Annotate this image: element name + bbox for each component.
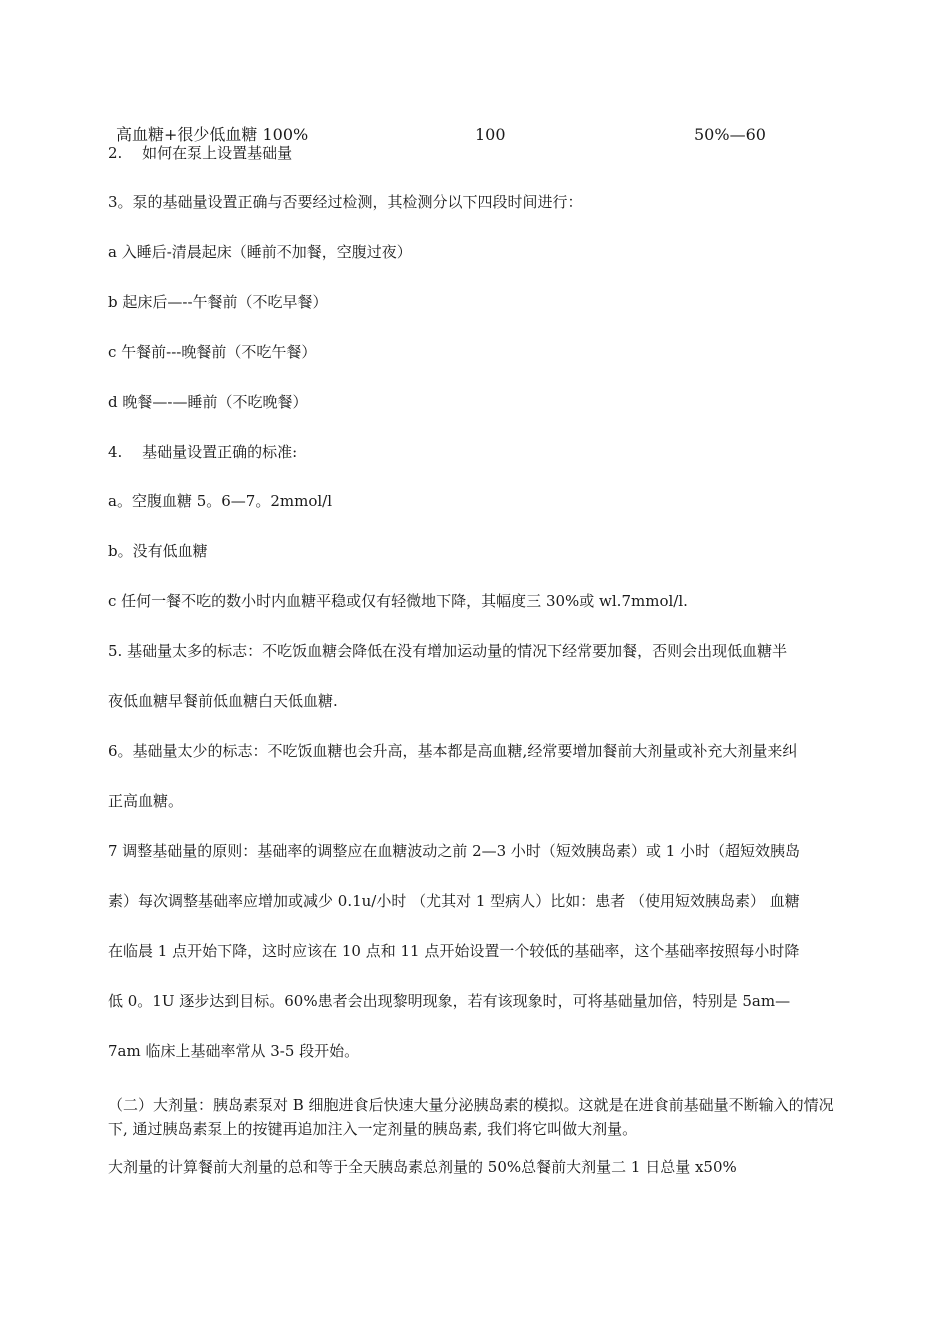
item-7-line3: 在临晨 1 点开始下降，这时应该在 10 点和 11 点开始设置一个较低的基础率，这个基础率按照每小时降: [108, 942, 800, 960]
item-3d: d 晚餐—-—睡前（不吃晚餐）: [108, 393, 308, 411]
item-7-line1: 7 调整基础量的原则：基础率的调整应在血糖波动之前 2—3 小时（短效胰岛素）或 1 小时（超短效胰岛: [108, 842, 801, 860]
item-7-line2: 素）每次调整基础率应增加或减少 0.1u/小时 （尤其对 1 型病人）比如：患者 （使用短效胰岛素） 血糖: [108, 892, 800, 910]
cropped-cell-value: 100: [475, 125, 506, 142]
item-4c: c 任何一餐不吃的数小时内血糖平稳或仅有轻微地下降，其幅度三 30%或 wl.7mmol/l.: [108, 592, 688, 610]
heading-2: 2. 如何在泵上设置基础量: [108, 144, 293, 162]
item-4a: a。空腹血糖 5。6—7。2mmol/l: [108, 492, 333, 510]
cropped-cell-range: 50%—60: [694, 125, 766, 142]
item-3: 3。泵的基础量设置正确与否要经过检测，其检测分以下四段时间进行：: [108, 193, 583, 211]
heading-4: 4. 基础量设置正确的标准:: [108, 443, 298, 461]
item-3a: a 入睡后-清晨起床（睡前不加餐，空腹过夜）: [108, 243, 412, 261]
item-5-line1: 5. 基础量太多的标志：不吃饭血糖会降低在没有增加运动量的情况下经常要加餐，否则会出现低血糖半: [108, 642, 788, 660]
item-7-line4: 低 0。1U 逐步达到目标。60%患者会出现黎明现象，若有该现象时，可将基础量加倍，特别是 5am—: [108, 992, 791, 1010]
item-6-line1: 6。基础量太少的标志：不吃饭血糖也会升高，基本都是高血糖,经常要增加餐前大剂量或补充大剂量来纠: [108, 742, 798, 760]
item-5-line2: 夜低血糖早餐前低血糖白天低血糖.: [108, 692, 338, 710]
bolus-calculation: 大剂量的计算餐前大剂量的总和等于全天胰岛素总剂量的 50%总餐前大剂量二 1 日总量 x50%: [108, 1158, 737, 1176]
bolus-paragraph: （二）大剂量：胰岛素泵对 B 细胞进食后快速大量分泌胰岛素的模拟。这就是在进食前基础量不断输入的情况下, 通过胰岛素泵上的按键再追加注入一定剂量的胰岛素, 我们将它叫做大剂量。: [108, 1096, 834, 1138]
item-6-line2: 正高血糖。: [108, 792, 184, 810]
item-4b: b。没有低血糖: [108, 542, 208, 560]
cropped-table-row: [108, 124, 850, 142]
cropped-cell-condition: 高血糖+很少低血糖 100%: [116, 125, 309, 142]
item-7-line5: 7am 临床上基础率常从 3-5 段开始。: [108, 1042, 360, 1060]
item-3c: c 午餐前---晚餐前（不吃午餐）: [108, 343, 317, 361]
item-3b: b 起床后—--午餐前（不吃早餐）: [108, 293, 328, 311]
